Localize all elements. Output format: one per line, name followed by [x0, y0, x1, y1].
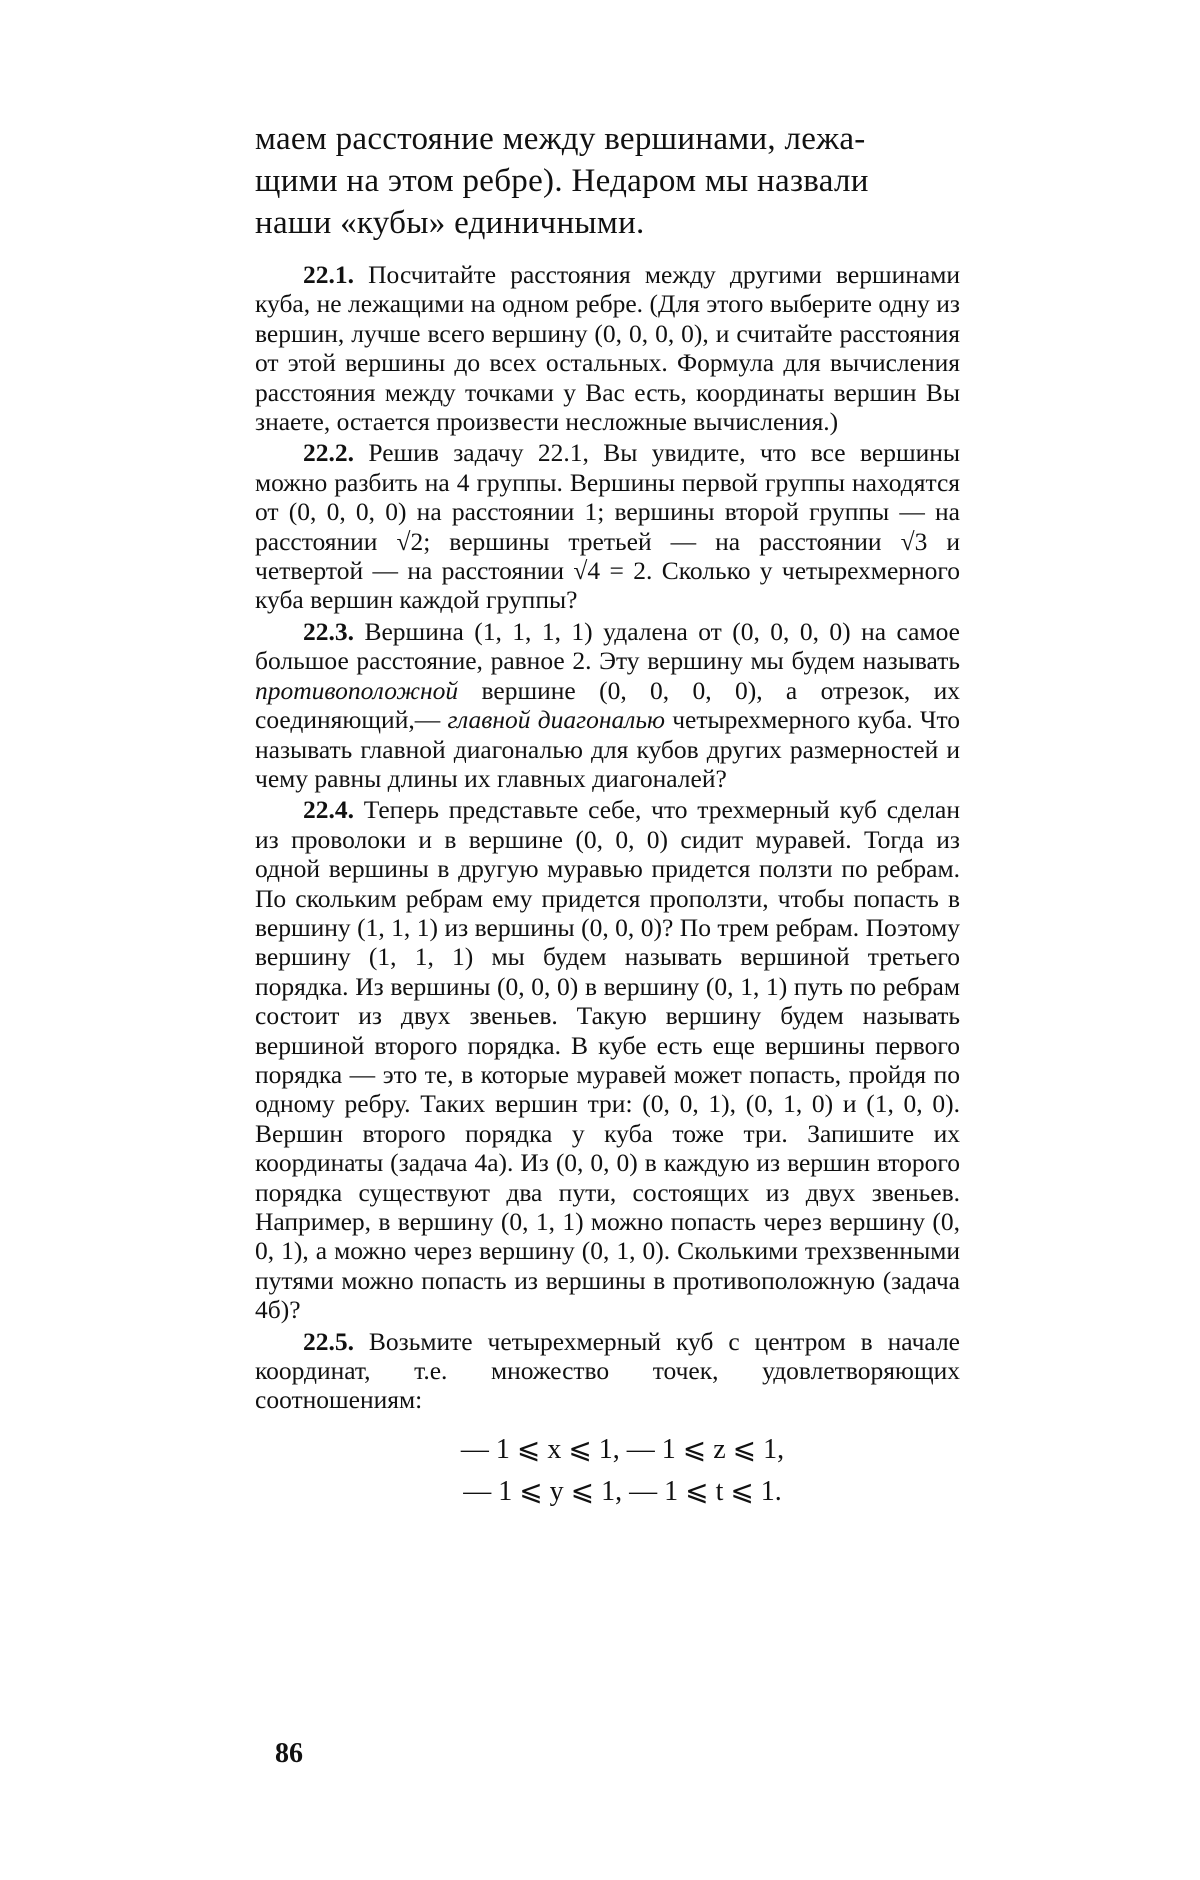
problems-section — [255, 260, 960, 1415]
problem-22-3 — [255, 617, 960, 793]
problem-number: 22.5. — [303, 1326, 354, 1356]
problem-number: 22.2. — [303, 438, 354, 468]
emphasized-term: противоположной — [255, 675, 459, 705]
intro-line: маем расстояние между вершинами, лежа- — [255, 121, 866, 157]
intro-line: щими на этом ребре). Недаром мы назвали — [255, 163, 869, 199]
page-number: 86 — [275, 1738, 303, 1769]
intro-line: наши «кубы» единичными. — [255, 205, 645, 241]
problem-22-2 — [255, 438, 960, 614]
book-page — [255, 118, 960, 1513]
problem-22-1 — [255, 260, 960, 436]
inequalities-block — [255, 1429, 960, 1513]
problem-text: вершине (0, 0, 0, 0), а отрезок, их соединяющий,— — [255, 675, 960, 735]
emphasized-term: главной диагональю — [447, 705, 665, 735]
problem-text: Возьмите четырехмерный куб с центром в начале координат, т.е. множество точек, удовлетворяющих соотношениям: — [255, 1326, 960, 1415]
problem-number: 22.4. — [303, 795, 354, 825]
problem-text: четырехмерного куба. Что называть главной диагональю для кубов других размерностей и чему равны длины их главных диагоналей? — [255, 705, 960, 793]
problem-text: Вершина (1, 1, 1, 1) удалена от (0, 0, 0, 0) на самое большое расстояние, равное 2. Эту вершину мы будем называть — [255, 616, 960, 676]
intro-paragraph — [255, 118, 960, 244]
problem-22-5 — [255, 1327, 960, 1415]
problem-number: 22.3. — [303, 616, 354, 646]
problem-text: Теперь представьте себе, что трехмерный куб сделан из проволоки и в вершине (0, 0, 0) сидит муравей. Тогда из одной вершины в другую муравью придется ползти по ребрам. По скольким ребрам ему придется проползти, чтобы попасть в вершину (1, 1, 1) из вершины (0, 0, 0)? По трем ребрам. Поэтому вершину (1, 1, 1) мы будем называть вершиной третьего порядка. Из вершины (0, 0, 0) в вершину (0, 1, 1) путь по ребрам состоит из двух звеньев. Такую вершину будем называть вершиной второго порядка. В кубе есть еще вершины первого порядка — это те, в которые муравей может попасть, пройдя по одному ребру. Таких вершин три: (0, 0, 1), (0, 1, 0) и (1, 0, 0). Вершин второго порядка у куба тоже три. Запишите их координаты (задача 4а). Из (0, 0, 0) в каждую из вершин второго порядка существуют два пути, состоящих из двух звеньев. Например, в вершину (0, 1, 1) можно попасть через вершину (0, 0, 1), а можно через вершину (0, 1, 0). Сколькими трехзвенными путями можно попасть из вершины в противоположную (задача 4б)? — [255, 795, 960, 1325]
problem-text: Посчитайте расстояния между другими вершинами куба, не лежащими на одном ребре. (Для этого выберите одну из вершин, лучше всего вершину (0, 0, 0, 0), и считайте расстояния от этой вершины до всех остальных. Формула для вычисления расстояния между точками у Вас есть, координаты вершин Вы знаете, остается произвести несложные вычисления.) — [255, 260, 960, 437]
problem-22-4 — [255, 795, 960, 1324]
formula-line: — 1 ⩽ x ⩽ 1, — 1 ⩽ z ⩽ 1, — [460, 1433, 785, 1465]
problem-number: 22.1. — [303, 260, 354, 289]
problem-text: Решив задачу 22.1, Вы увидите, что все вершины можно разбить на 4 группы. Вершины первой группы находятся от (0, 0, 0, 0) на расстоянии 1; вершины второй группы — на расстоянии √2; вершины третьей — на расстоянии √3 и четвертой — на расстоянии √4 = 2. Сколько у четырехмерного куба вершин каждой группы? — [255, 438, 960, 615]
formula-line: — 1 ⩽ y ⩽ 1, — 1 ⩽ t ⩽ 1. — [463, 1475, 782, 1507]
